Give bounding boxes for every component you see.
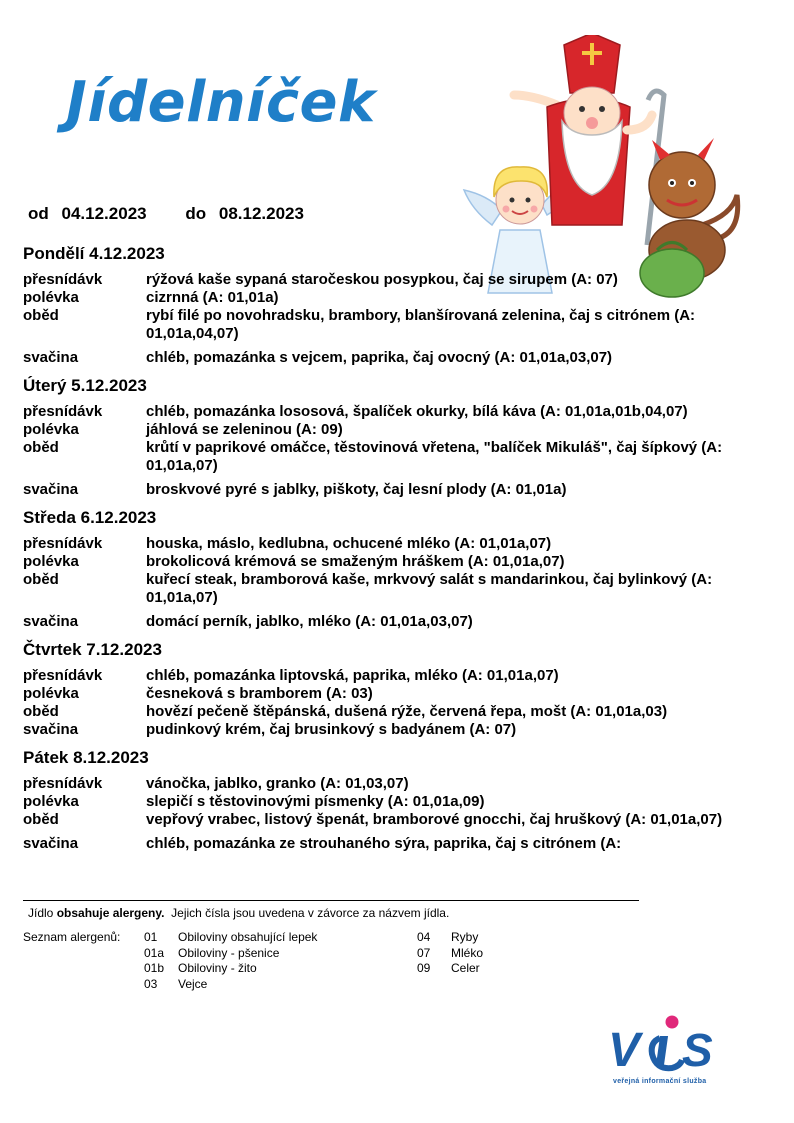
meal-text: cizrnná (A: 01,01a) [146, 289, 279, 306]
allergen-name: Mléko [451, 945, 484, 960]
from-label: od [28, 204, 49, 223]
meal-text: broskvové pyré s jablky, piškoty, čaj lesní plody (A: 01,01a) [146, 481, 567, 498]
allergen-item [144, 977, 317, 993]
meal-text: chléb, pomazánka s vejcem, paprika, čaj ovocný (A: 01,01a,03,07) [146, 349, 613, 366]
meal-text: chléb, pomazánka liptovská, paprika, mléko (A: 01,01a,07) [146, 667, 559, 684]
allergen-name: Vejce [178, 976, 208, 991]
day-thursday [23, 639, 763, 739]
meal-row [23, 685, 763, 703]
meal-text: rýžová kaše sypaná staročeskou posypkou, čaj se sirupem (A: 07) [146, 271, 618, 288]
meal-row [23, 349, 763, 367]
page-title: Jídelníček [66, 70, 376, 135]
meal-label: přesnídávk [23, 403, 103, 420]
meal-row [23, 835, 763, 853]
meal-text: jáhlová se zeleninou (A: 09) [146, 421, 343, 438]
weekly-menu [23, 243, 763, 853]
meal-row [23, 811, 763, 829]
meal-row [23, 571, 763, 607]
day-title: Pátek 8.12.2023 [23, 748, 149, 767]
meal-label: přesnídávk [23, 271, 103, 288]
logo-tagline: veřejná informační služba [613, 1078, 707, 1085]
meal-text: brokolicová krémová se smaženým hráškem (A: 01,01a,07) [146, 553, 565, 570]
date-range [28, 204, 304, 224]
allergen-name: Celer [451, 961, 480, 975]
divider [23, 900, 639, 901]
allergen-column-right [417, 930, 483, 977]
note-prefix: Jídlo [28, 906, 57, 920]
meal-row [23, 667, 763, 685]
note-bold: obsahuje alergeny. [56, 906, 165, 920]
meal-label: svačina [23, 613, 79, 630]
allergen-code: 01b [144, 961, 165, 975]
meal-text: chléb, pomazánka ze strouhaného sýra, paprika, čaj s citrónem (A: [146, 835, 622, 852]
meal-label: svačina [23, 349, 79, 366]
meal-row [23, 793, 763, 811]
meal-text: krůtí v paprikové omáčce, těstovinová vřetena, "balíček Mikuláš", čaj šípkový (A: 01,01a,07) [146, 439, 723, 474]
meal-row [23, 703, 763, 721]
day-friday [23, 747, 763, 853]
meal-text: kuřecí steak, bramborová kaše, mrkvový salát s mandarinkou, čaj bylinkový (A: 01,01a,07) [146, 571, 713, 606]
meal-label: polévka [23, 421, 79, 438]
meal-text: houska, máslo, kedlubna, ochucené mléko (A: 01,01a,07) [146, 535, 552, 552]
meal-text: domácí perník, jablko, mléko (A: 01,01a,03,07) [146, 613, 473, 630]
meal-label: polévka [23, 685, 79, 702]
allergen-item [144, 961, 317, 977]
meal-label: svačina [23, 721, 79, 738]
day-wednesday [23, 507, 763, 631]
allergen-name: Obiloviny obsahující lepek [178, 930, 318, 944]
allergen-code: 01 [144, 930, 158, 944]
meal-label: svačina [23, 481, 79, 498]
allergen-list-label: Seznam alergenů: [23, 930, 121, 944]
meal-text: vánočka, jablko, granko (A: 01,03,07) [146, 775, 409, 792]
day-tuesday [23, 375, 763, 499]
meal-row [23, 421, 763, 439]
svg-text:V: V [608, 1024, 641, 1077]
meal-row [23, 271, 763, 289]
meal-row [23, 289, 763, 307]
allergen-code: 07 [417, 945, 431, 960]
meal-label: přesnídávk [23, 667, 103, 684]
meal-text: hovězí pečeně štěpánská, dušená rýže, červená řepa, mošt (A: 01,01a,03) [146, 703, 668, 720]
meal-row [23, 613, 763, 631]
meal-label: svačina [23, 835, 79, 852]
meal-text: rybí filé po novohradsku, brambory, blanšírovaná zelenina, čaj s citrónem (A: 01,01a,04,07) [146, 307, 696, 342]
day-title: Úterý 5.12.2023 [23, 376, 147, 395]
meal-row [23, 481, 763, 499]
meal-label: oběd [23, 571, 59, 588]
meal-label: oběd [23, 439, 59, 456]
meal-label: polévka [23, 793, 79, 810]
allergen-item [417, 946, 483, 962]
allergen-code: 04 [417, 930, 431, 944]
meal-label: oběd [23, 307, 59, 324]
meal-row [23, 535, 763, 553]
meal-text: chléb, pomazánka lososová, špalíček okurky, bílá káva (A: 01,01a,01b,04,07) [146, 403, 688, 420]
from-date: 04.12.2023 [61, 204, 147, 223]
allergen-note [28, 906, 449, 920]
to-date: 08.12.2023 [218, 204, 304, 223]
meal-text: slepičí s těstovinovými písmenky (A: 01,01a,09) [146, 793, 485, 810]
meal-text: pudinkový krém, čaj brusinkový s badyánem (A: 07) [146, 721, 517, 738]
allergen-code: 01a [144, 945, 165, 960]
allergen-code: 09 [417, 961, 431, 975]
to-label: do [185, 204, 207, 223]
meal-row [23, 721, 763, 739]
meal-row [23, 553, 763, 571]
allergen-item [144, 930, 317, 946]
note-suffix: Jejich čísla jsou uvedena v závorce za názvem jídla. [164, 906, 450, 920]
day-title: Čtvrtek 7.12.2023 [23, 640, 162, 659]
meal-row [23, 439, 763, 475]
meal-label: oběd [23, 703, 59, 720]
meal-label: přesnídávk [23, 775, 103, 792]
day-title: Pondělí 4.12.2023 [23, 244, 165, 263]
allergen-item [417, 961, 483, 977]
day-monday [23, 243, 763, 367]
allergen-code: 03 [144, 976, 158, 991]
allergen-item [144, 946, 317, 962]
meal-text: česneková s bramborem (A: 03) [146, 685, 373, 702]
svg-text:S: S [682, 1024, 713, 1076]
meal-label: oběd [23, 811, 59, 828]
meal-label: přesnídávk [23, 535, 103, 552]
meal-row [23, 403, 763, 421]
allergen-name: Obiloviny - pšenice [178, 945, 280, 960]
meal-row [23, 775, 763, 793]
meal-label: polévka [23, 553, 79, 570]
day-title: Středa 6.12.2023 [23, 508, 157, 527]
allergen-item [417, 930, 483, 946]
meal-text: vepřový vrabec, listový špenát, bramborové gnocchi, čaj hruškový (A: 01,01a,07) [146, 811, 723, 828]
allergen-name: Ryby [451, 930, 479, 944]
meal-label: polévka [23, 289, 79, 306]
allergen-column-left [144, 930, 317, 992]
allergen-name: Obiloviny - žito [178, 961, 257, 975]
meal-row [23, 307, 763, 343]
